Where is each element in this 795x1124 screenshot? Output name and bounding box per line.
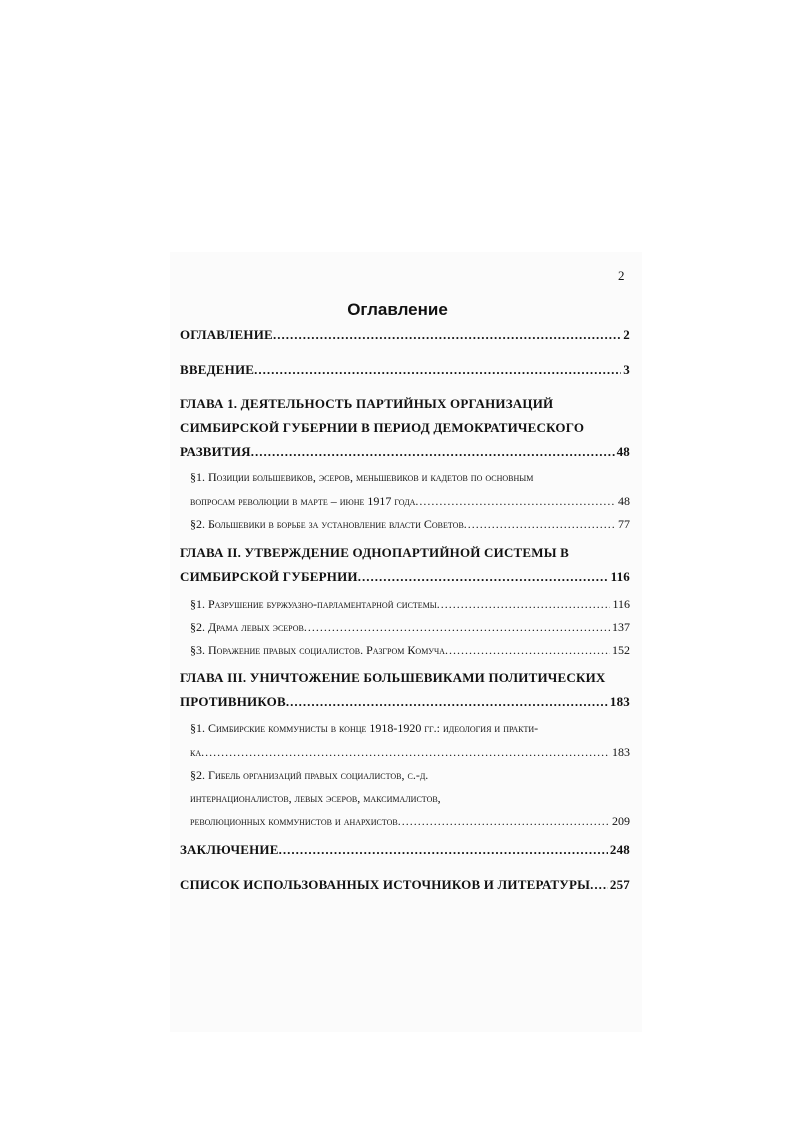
toc-chapter-1-line: СИМБИРСКОЙ ГУБЕРНИИ В ПЕРИОД ДЕМОКРАТИЧЕСКОГО <box>180 420 585 435</box>
toc-chapter-1: РАЗВИТИЯ ..... 48 <box>180 444 630 462</box>
toc-entry-introduction: ВВЕДЕНИЕ ..... 3 <box>180 362 630 380</box>
toc-chapter-2: СИМБИРСКОЙ ГУБЕРНИИ ..... 116 <box>180 569 630 587</box>
toc-chapter-3: ПРОТИВНИКОВ ..... 183 <box>180 694 630 712</box>
toc-section-1-1: вопросам революции в марте – июне 1917 года ..... 48 <box>190 494 630 512</box>
toc-section-3-1: ка ..... 183 <box>190 745 630 763</box>
toc-chapter-2-line: ГЛАВА II. УТВЕРЖДЕНИЕ ОДНОПАРТИЙНОЙ СИСТЕМЫ В <box>180 545 570 560</box>
toc-entry-contents: ОГЛАВЛЕНИЕ ..... 2 <box>180 327 630 345</box>
toc-entry-conclusion: ЗАКЛЮЧЕНИЕ ..... 248 <box>180 842 630 860</box>
toc-chapter-1-line: ГЛАВА 1. ДЕЯТЕЛЬНОСТЬ ПАРТИЙНЫХ ОРГАНИЗАЦИЙ <box>180 396 554 411</box>
toc-section-1-1-line: §1. Позиции большевиков, эсеров, меньшевиков и кадетов по основным <box>190 470 534 484</box>
toc-section-3-2-line: §2. Гибель организаций правых социалистов, с.-д. <box>190 768 429 782</box>
toc-section-3-2-line: интернационалистов, левых эсеров, максималистов, <box>190 791 441 805</box>
page-number: 2 <box>618 268 625 283</box>
toc-section-3-2: революционных коммунистов и анархистов ..... 209 <box>190 814 630 832</box>
toc-chapter-3-line: ГЛАВА III. УНИЧТОЖЕНИЕ БОЛЬШЕВИКАМИ ПОЛИТИЧЕСКИХ <box>180 670 606 685</box>
toc-section-1-2: §2. Большевики в борьбе за установление власти Советов ..... 77 <box>190 517 630 535</box>
toc-entry-bibliography: СПИСОК ИСПОЛЬЗОВАННЫХ ИСТОЧНИКОВ И ЛИТЕРАТУРЫ ..... 257 <box>180 877 630 895</box>
toc-section-2-3: §3. Поражение правых социалистов. Разгром Комуча ..... 152 <box>190 643 630 661</box>
toc-section-3-1-line: §1. Симбирские коммунисты в конце 1918-1920 гг.: идеология и практи- <box>190 721 539 735</box>
toc-section-2-1: §1. Разрушение буржуазно-парламентарной системы ..... 116 <box>190 597 630 615</box>
toc-section-2-2: §2. Драма левых эсеров ..... 137 <box>190 620 630 638</box>
toc-title: Оглавление <box>347 300 448 319</box>
